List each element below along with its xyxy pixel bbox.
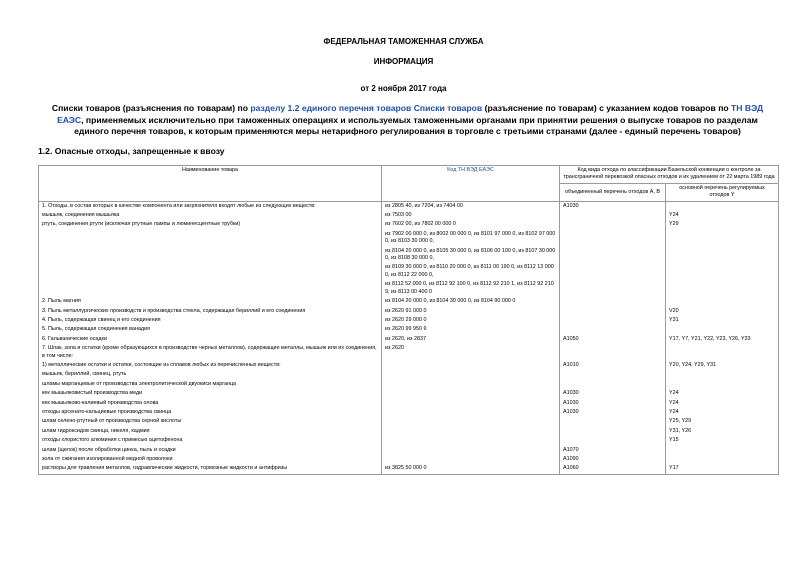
row-waste-y: Y25, Y29: [666, 417, 779, 426]
row-name: [39, 247, 382, 264]
row-name: 2. Пыль магния: [39, 297, 382, 306]
header-code[interactable]: Код ТН ВЭД ЕАЭС: [382, 166, 560, 202]
row-name: шлам селено-ртутный от производства серной кислоты: [39, 417, 382, 426]
row-waste-y: Y24: [666, 389, 779, 398]
table-row: [39, 455, 779, 464]
row-waste-y: [666, 446, 779, 455]
row-code: из 2620 29 000 0: [382, 316, 560, 325]
row-code: из 8104 20 000 0, из 8105 30 000 0, из 8106 00 100 0, из 8107 30 000 0, из 8108 30 000 0,: [382, 247, 560, 264]
table-row: [39, 247, 779, 264]
row-name: шлам (щелок) после обработки цинка, пыль и осадки: [39, 446, 382, 455]
row-waste-y: [666, 263, 779, 280]
table-row: [39, 446, 779, 455]
row-code: [382, 427, 560, 436]
table-row: [39, 201, 779, 211]
row-waste-y: [666, 280, 779, 297]
row-code: из 3825 50 000 0: [382, 464, 560, 474]
table-row: [39, 417, 779, 426]
row-waste-ab: А1090: [560, 455, 666, 464]
table-row: [39, 380, 779, 389]
row-waste-y: V20: [666, 307, 779, 316]
row-waste-y: Y31: [666, 316, 779, 325]
row-waste-y: Y24: [666, 399, 779, 408]
row-waste-ab: [560, 436, 666, 445]
row-name: мышьяк, бериллий, свинец, ртуть: [39, 370, 382, 379]
row-waste-ab: А1030: [560, 201, 666, 211]
table-row: [39, 263, 779, 280]
goods-table: [38, 165, 779, 475]
row-waste-y: Y24: [666, 211, 779, 220]
row-waste-ab: [560, 280, 666, 297]
row-waste-ab: [560, 220, 666, 229]
intro-paragraph: [40, 103, 775, 138]
row-name: кек мышьяково-калиевый производства олова: [39, 399, 382, 408]
row-name: 4. Пыль, содержащая свинец и его соединения: [39, 316, 382, 325]
row-code: из 8112 52 000 0, из 8112 92 100 0, из 8112 92 210 1, из 8112 92 210 9, из 8113 00 400 0: [382, 280, 560, 297]
row-waste-ab: А1010: [560, 361, 666, 370]
row-waste-ab: [560, 325, 666, 334]
row-code: [382, 417, 560, 426]
table-row: [39, 307, 779, 316]
row-code: из 8109 30 000 0, из 8110 20 000 0, из 8111 00 190 0, из 8112 13 000 0, из 8112 22 000 0,: [382, 263, 560, 280]
table-row: [39, 335, 779, 344]
row-code: [382, 399, 560, 408]
row-waste-ab: А1050: [560, 335, 666, 344]
row-waste-ab: [560, 247, 666, 264]
row-waste-ab: А1060: [560, 464, 666, 474]
row-waste-ab: [560, 230, 666, 247]
row-waste-ab: А1070: [560, 446, 666, 455]
row-waste-y: [666, 455, 779, 464]
table-row: [39, 399, 779, 408]
table-row: [39, 464, 779, 474]
row-code: [382, 389, 560, 398]
table-row: [39, 370, 779, 379]
row-waste-y: [666, 370, 779, 379]
table-row: [39, 361, 779, 370]
table-row: [39, 427, 779, 436]
row-name: ртуть, соединения ртути (исключая ртутные лампы и люминесцентные трубки): [39, 220, 382, 229]
row-code: [382, 380, 560, 389]
table-row: [39, 325, 779, 334]
table-row: [39, 297, 779, 306]
row-waste-y: Y24: [666, 408, 779, 417]
row-code: из 2620 91 000 0: [382, 307, 560, 316]
row-waste-ab: [560, 316, 666, 325]
header-name: Наименование товара: [39, 166, 382, 202]
row-waste-y: Y17: [666, 464, 779, 474]
row-waste-y: Y31, Y26: [666, 427, 779, 436]
row-waste-ab: [560, 344, 666, 361]
header-basel: Код вида отхода по классификации Базельской конвенции о контроле за трансграничной перевозкой опасных отходов и их удалением от 22 марта 1989 года: [560, 166, 779, 184]
row-waste-y: [666, 297, 779, 306]
row-name: шлам гидроксидов свинца, никеля, кадмия: [39, 427, 382, 436]
row-waste-y: Y20, Y24, Y29, Y31: [666, 361, 779, 370]
document-date: от 2 ноября 2017 года: [360, 84, 447, 93]
row-waste-ab: А1030: [560, 389, 666, 398]
intro-text-2: (разъяснение по товарам) с указанием кодов товаров по: [482, 103, 732, 113]
row-code: [382, 370, 560, 379]
row-name: отходы арсенато-кальциевые производства свинца: [39, 408, 382, 417]
row-name: кек мышьяковистый производства меди: [39, 389, 382, 398]
table-row: [39, 436, 779, 445]
row-name: зола от сжигания изолированной медной проволоки: [39, 455, 382, 464]
row-waste-y: [666, 247, 779, 264]
row-name: шламы марганцевые от производства электролитической двуокиси марганца: [39, 380, 382, 389]
row-code: из 7602 00, из 7802 00 000 0: [382, 220, 560, 229]
row-name: 1. Отходы, в состав которых в качестве компонента или загрязнителя входят любые из следующих веществ:: [39, 201, 382, 211]
row-code: из 7902 00 000 0, из 8002 00 000 0, из 8101 97 000 0, из 8102 97 000 0, из 8103 30 000 0,: [382, 230, 560, 247]
section-1-2-link[interactable]: разделу 1.2 единого перечня товаров Списки товаров: [250, 103, 483, 113]
row-waste-y: [666, 344, 779, 361]
row-name: [39, 230, 382, 247]
table-row: [39, 230, 779, 247]
row-name: 5. Пыль, содержащая соединения ванадия: [39, 325, 382, 334]
section-title: 1.2. Опасные отходы, запрещенные к ввозу: [38, 146, 225, 156]
table-row: [39, 408, 779, 417]
row-waste-ab: [560, 427, 666, 436]
row-waste-ab: А1030: [560, 408, 666, 417]
row-waste-y: Y15: [666, 436, 779, 445]
header-list-y: основной перечень регулируемых отходов Y: [666, 183, 779, 201]
row-waste-ab: [560, 307, 666, 316]
table-row: [39, 389, 779, 398]
row-waste-ab: [560, 297, 666, 306]
table-row: [39, 280, 779, 297]
row-code: [382, 361, 560, 370]
row-code: из 8104 20 000 0, из 8104 30 000 0, из 8104 90 000 0: [382, 297, 560, 306]
row-name: 1) металлические остатки и остатки, состоящие из сплавов любых из перечисленных веществ:: [39, 361, 382, 370]
row-code: [382, 436, 560, 445]
row-code: из 2620, из 2837: [382, 335, 560, 344]
row-code: [382, 408, 560, 417]
row-waste-y: [666, 380, 779, 389]
row-name: отходы хлористого алюминия с примесью ацетофенона: [39, 436, 382, 445]
intro-text-3: , применяемых исключительно при таможенных операциях и используемых таможенными органами при принятии решения о выпуске товаров по разделам единого перечня товаров, к которым применяются меры нетарифного регулирования в торговле с третьими странами (далее - единый перечень товаров): [74, 114, 758, 136]
row-name: мышьяк, соединения мышьяка: [39, 211, 382, 220]
row-name: растворы для травления металлов, гидравлические жидкости, тормозные жидкости и антифризы: [39, 464, 382, 474]
table-row: [39, 344, 779, 361]
row-code: [382, 446, 560, 455]
agency-title: ФЕДЕРАЛЬНАЯ ТАМОЖЕННАЯ СЛУЖБА: [323, 37, 484, 46]
row-code: из 7503 00: [382, 211, 560, 220]
row-waste-y: Y17, Y7, Y21, Y22, Y23, Y26, Y33: [666, 335, 779, 344]
row-name: [39, 280, 382, 297]
table-row: [39, 316, 779, 325]
row-waste-y: [666, 325, 779, 334]
header-list-ab: объединенный перечень отходов А, В: [560, 183, 666, 201]
row-waste-y: [666, 201, 779, 211]
row-waste-y: [666, 230, 779, 247]
intro-text-1: Списки товаров (разъяснения по товарам) по: [51, 103, 251, 113]
row-code: из 2805 40, из 7204, из 7404 00: [382, 201, 560, 211]
row-waste-ab: [560, 417, 666, 426]
row-waste-ab: [560, 380, 666, 389]
table-row: [39, 211, 779, 220]
row-waste-ab: [560, 263, 666, 280]
row-name: 6. Гальванические осадки: [39, 335, 382, 344]
tn-ved-link[interactable]: ТН ВЭД ЕАЭС: [57, 103, 764, 125]
row-waste-ab: [560, 211, 666, 220]
row-code: из 2620 99 950 9: [382, 325, 560, 334]
row-name: 3. Пыль металлургических производств и производства стекла, содержащая бериллий и его соединения: [39, 307, 382, 316]
row-code: из 2620: [382, 344, 560, 361]
row-waste-y: Y29: [666, 220, 779, 229]
row-name: 7. Шлак, зола и остатки (кроме образующихся в производстве черных металлов), содержащие металлы, мышьяк или их соединения, в том числе:: [39, 344, 382, 361]
table-row: [39, 220, 779, 229]
row-waste-ab: А1030: [560, 399, 666, 408]
row-waste-ab: [560, 370, 666, 379]
document-type: ИНФОРМАЦИЯ: [373, 57, 434, 66]
row-code: [382, 455, 560, 464]
row-name: [39, 263, 382, 280]
